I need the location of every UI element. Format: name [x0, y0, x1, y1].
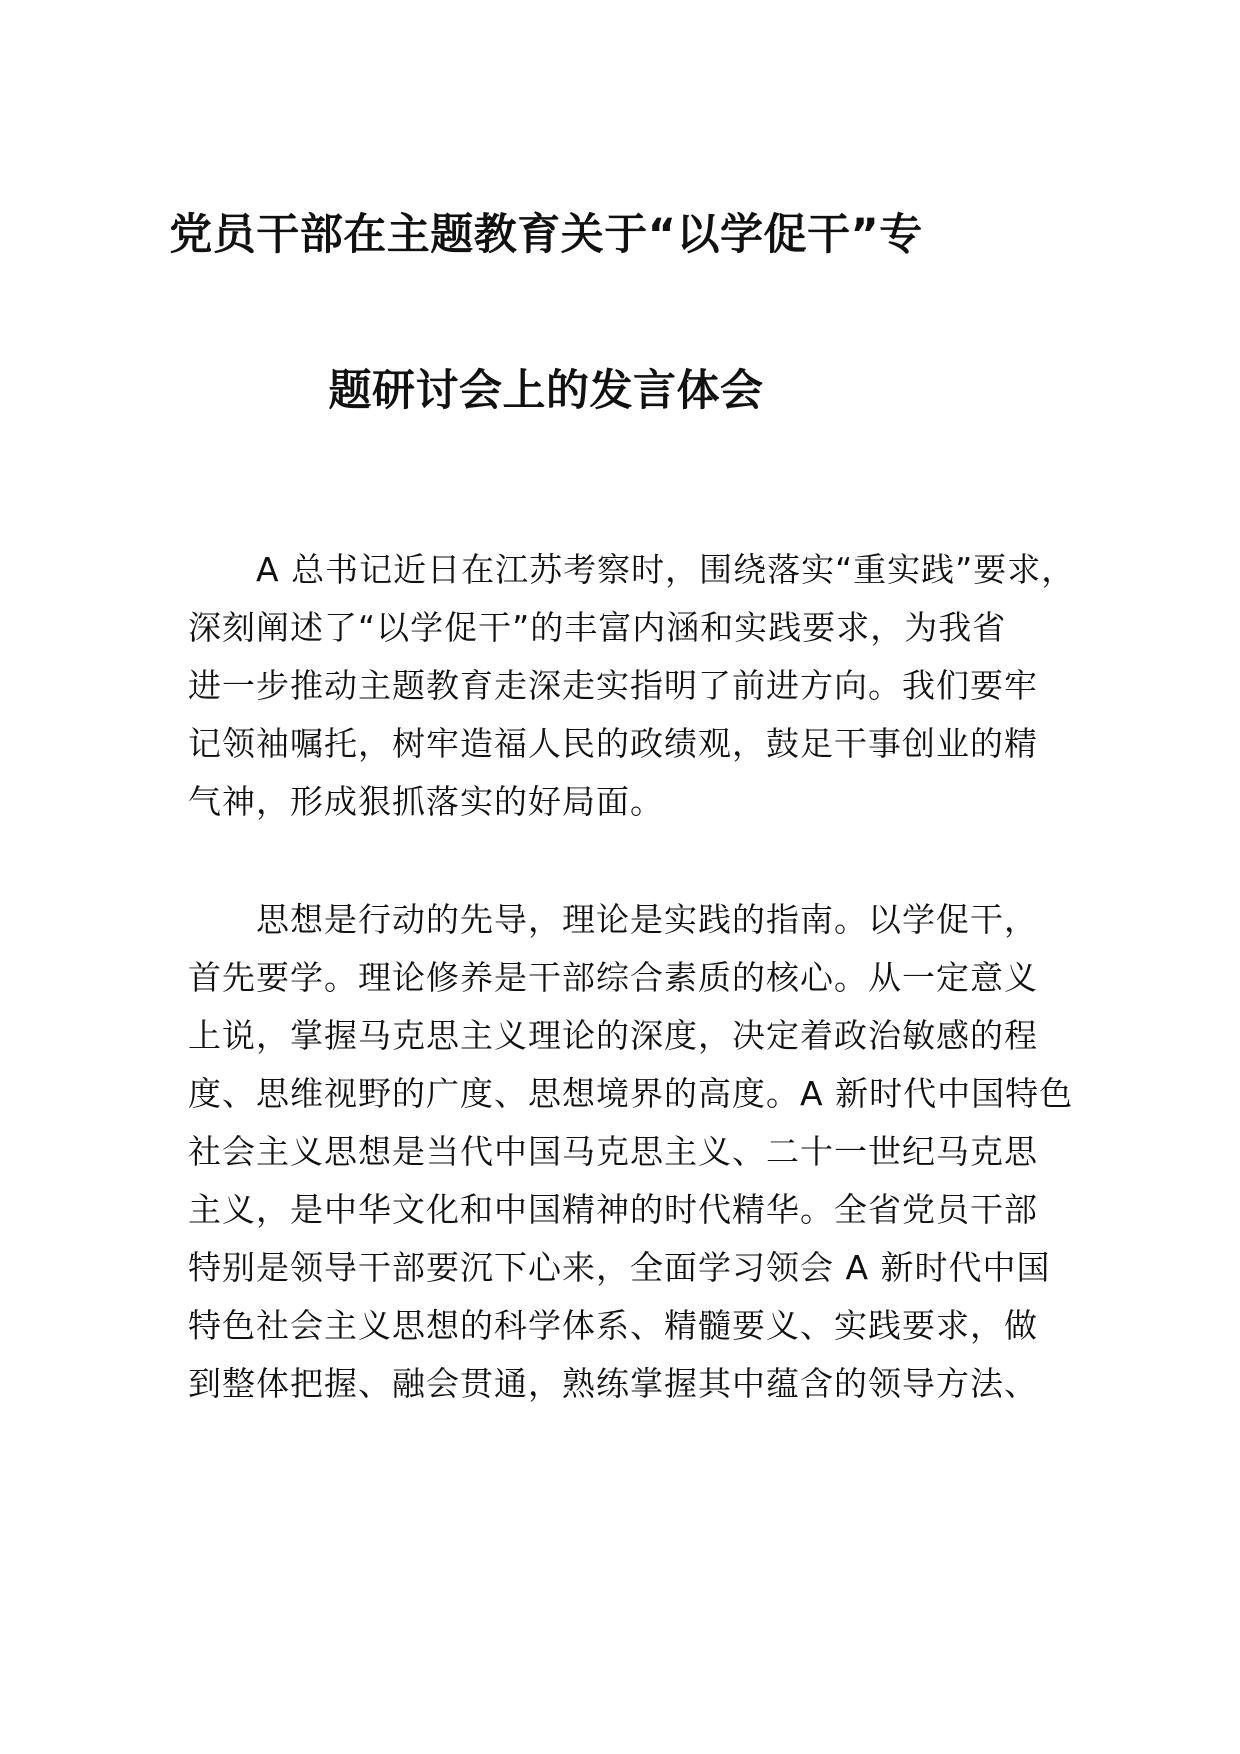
paragraph-2-line-4: 度、思维视野的广度、思想境界的高度。A 新时代中国特色 — [188, 1074, 1074, 1113]
document-title-line-2: 题研讨会上的发言体会 — [328, 366, 764, 416]
paragraph-1-line-4: 记领袖嘱托，树牢造福人民的政绩观，鼓足干事创业的精 — [188, 724, 1038, 763]
paragraph-2-line-2: 首先要学。理论修养是干部综合素质的核心。从一定意义 — [188, 958, 1038, 997]
paragraph-1-line-5: 气神，形成狠抓落实的好局面。 — [188, 782, 664, 821]
document-title-line-1: 党员干部在主题教育关于“以学促干”专 — [169, 210, 923, 260]
paragraph-1-line-3: 进一步推动主题教育走深走实指明了前进方向。我们要牢 — [188, 666, 1038, 705]
paragraph-1-line-1: A 总书记近日在江苏考察时，围绕落实“重实践”要求， — [256, 550, 1076, 589]
paragraph-2-line-7: 特别是领导干部要沉下心来，全面学习领会 A 新时代中国 — [188, 1248, 1051, 1287]
paragraph-2-line-1: 思想是行动的先导，理论是实践的指南。以学促干， — [256, 900, 1038, 939]
paragraph-2-line-6: 主义，是中华文化和中国精神的时代精华。全省党员干部 — [188, 1190, 1038, 1229]
paragraph-2-line-9: 到整体把握、融会贯通，熟练掌握其中蕴含的领导方法、 — [188, 1364, 1038, 1403]
paragraph-1-line-2: 深刻阐述了“以学促干”的丰富内涵和实践要求，为我省 — [188, 608, 1007, 647]
paragraph-2-line-8: 特色社会主义思想的科学体系、精髓要义、实践要求，做 — [188, 1306, 1038, 1345]
paragraph-2-line-3: 上说，掌握马克思主义理论的深度，决定着政治敏感的程 — [188, 1016, 1038, 1055]
paragraph-2-line-5: 社会主义思想是当代中国马克思主义、二十一世纪马克思 — [188, 1132, 1038, 1171]
